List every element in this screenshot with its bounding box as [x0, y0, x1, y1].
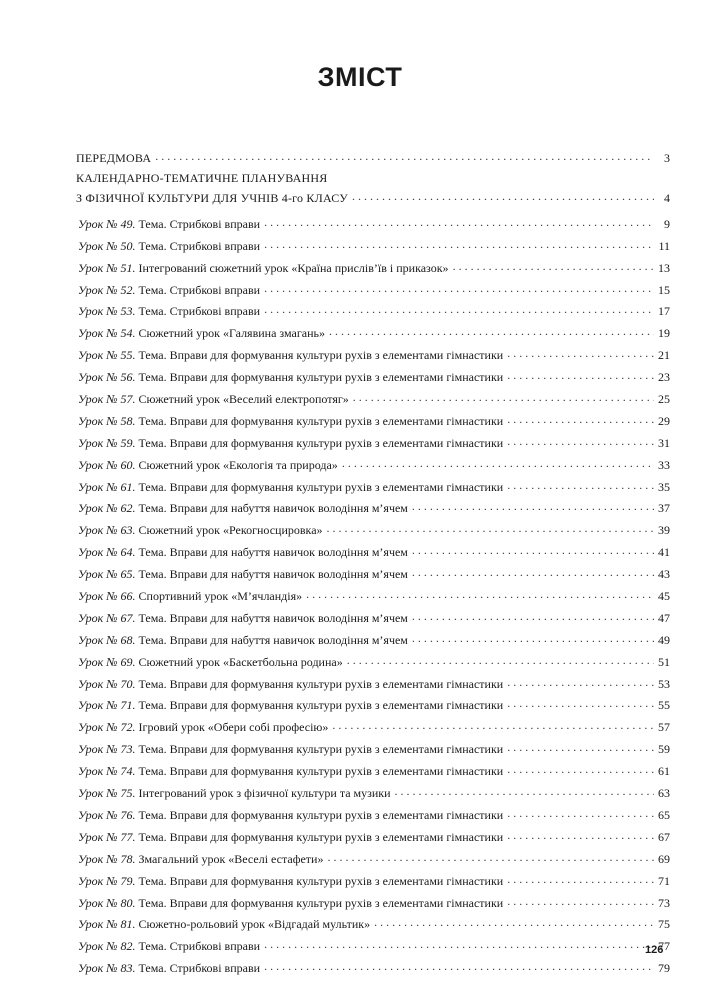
dot-leader [507, 478, 654, 493]
toc-entry-page: 4 [664, 191, 670, 205]
lesson-number: Урок № 73. [78, 742, 136, 757]
lesson-title: Сюжетний урок «Рекогносцировка» [138, 523, 323, 538]
lesson-number: Урок № 56. [78, 370, 136, 385]
lesson-title: Ігровий урок «Обери собі професію» [138, 720, 329, 735]
lesson-number: Урок № 60. [78, 457, 136, 472]
toc-entry-lesson [76, 560, 670, 582]
toc-entry-preface [76, 146, 670, 166]
toc-entry-page: 29 [658, 413, 670, 428]
toc-entry-lesson [76, 385, 670, 407]
toc-entry-page: 43 [658, 567, 670, 582]
dot-leader [327, 521, 654, 536]
lesson-number: Урок № 53. [78, 304, 136, 319]
lesson-number: Урок № 51. [78, 260, 136, 275]
toc-entry-lesson [76, 516, 670, 538]
toc-entry-lesson [76, 867, 670, 889]
toc-entry-lesson [76, 319, 670, 341]
dot-leader [412, 543, 654, 558]
lesson-number: Урок № 71. [78, 698, 136, 713]
lesson-title: Сюжетний урок «Веселий електропотяг» [138, 392, 349, 407]
dot-leader [507, 828, 654, 843]
toc-entry-lesson [76, 473, 670, 495]
toc-entry-lesson [76, 495, 670, 517]
toc-entry-page: 11 [658, 238, 670, 253]
lesson-number: Урок № 65. [78, 567, 136, 582]
lesson-number: Урок № 66. [78, 589, 136, 604]
dot-leader [507, 806, 654, 821]
toc-entry-page: 79 [658, 961, 670, 976]
toc-entry-lesson [76, 341, 670, 363]
lesson-number: Урок № 49. [78, 216, 136, 231]
toc-entry-lesson [76, 363, 670, 385]
dot-leader [507, 434, 654, 449]
lesson-number: Урок № 79. [78, 873, 136, 888]
lesson-title: Тема. Вправи для формування культури рухів з елементами гімнастики [138, 742, 504, 757]
section-title-line-2: З ФІЗИЧНОЇ КУЛЬТУРИ ДЛЯ УЧНІВ 4-го КЛАСУ [76, 191, 348, 205]
lesson-title: Тема. Вправи для формування культури рухів з елементами гімнастики [138, 413, 504, 428]
lesson-number: Урок № 70. [78, 676, 136, 691]
toc-entry-page: 65 [658, 807, 670, 822]
toc-section-planning [76, 170, 670, 206]
toc-entry-page: 57 [658, 720, 670, 735]
dot-leader [412, 499, 654, 514]
dot-leader [264, 281, 654, 296]
lesson-title: Тема. Вправи для формування культури рухів з елементами гімнастики [138, 895, 504, 910]
toc-entry-page: 23 [658, 370, 670, 385]
table-of-contents [76, 146, 670, 976]
toc-entry-lesson [76, 298, 670, 320]
toc-entry-lesson [76, 954, 670, 976]
dot-leader [264, 302, 654, 317]
lesson-title: Тема. Вправи для формування культури рухів з елементами гімнастики [138, 479, 504, 494]
toc-entry-lesson [76, 801, 670, 823]
toc-entry-lesson [76, 451, 670, 473]
lesson-number: Урок № 55. [78, 348, 136, 363]
lesson-number: Урок № 69. [78, 654, 136, 669]
dot-leader [374, 915, 654, 930]
page-title: ЗМІСТ [317, 62, 403, 92]
lesson-number: Урок № 50. [78, 238, 136, 253]
toc-entry-lesson [76, 648, 670, 670]
dot-leader [264, 237, 654, 252]
lesson-number: Урок № 59. [78, 435, 136, 450]
lesson-number: Урок № 61. [78, 479, 136, 494]
lesson-title: Тема. Вправи для формування культури рухів з елементами гімнастики [138, 676, 504, 691]
toc-entry-lesson [76, 823, 670, 845]
toc-entry-page: 31 [658, 435, 670, 450]
dot-leader [507, 894, 654, 909]
toc-entry-page: 73 [658, 895, 670, 910]
dot-leader [507, 762, 654, 777]
toc-entry-lesson [76, 254, 670, 276]
lesson-number: Урок № 63. [78, 523, 136, 538]
toc-entry-page: 55 [658, 698, 670, 713]
toc-entry-lesson [76, 757, 670, 779]
lesson-title: Сюжетний урок «Галявина змагань» [138, 326, 325, 341]
lesson-list [76, 210, 670, 976]
lesson-title: Сюжетний урок «Баскетбольна родина» [138, 654, 343, 669]
toc-entry-page: 51 [658, 654, 670, 669]
lesson-title: Тема. Вправи для набуття навичок володіння м’ячем [138, 610, 408, 625]
toc-entry-page: 47 [658, 610, 670, 625]
dot-leader [327, 850, 654, 865]
lesson-title: Тема. Вправи для формування культури рухів з елементами гімнастики [138, 829, 504, 844]
lesson-title: Інтегрований урок з фізичної культури та музики [138, 786, 391, 801]
toc-entry-page: 9 [664, 216, 670, 231]
lesson-number: Урок № 78. [78, 851, 136, 866]
lesson-number: Урок № 74. [78, 764, 136, 779]
dot-leader [306, 587, 654, 602]
toc-entry-lesson [76, 276, 670, 298]
lesson-title: Тема. Вправи для набуття навичок володіння м’ячем [138, 545, 408, 560]
toc-entry-lesson [76, 845, 670, 867]
lesson-title: Спортивний урок «М’ячландія» [138, 589, 303, 604]
lesson-title: Тема. Вправи для формування культури рухів з елементами гімнастики [138, 370, 504, 385]
lesson-title: Тема. Вправи для набуття навичок володіння м’ячем [138, 501, 408, 516]
dot-leader [507, 696, 654, 711]
toc-entry-page: 21 [658, 348, 670, 363]
toc-entry-page: 13 [658, 260, 670, 275]
toc-entry-page: 17 [658, 304, 670, 319]
toc-entry-lesson [76, 670, 670, 692]
toc-entry-lesson [76, 779, 670, 801]
toc-entry-page: 41 [658, 545, 670, 560]
toc-entry-page: 49 [658, 632, 670, 647]
toc-entry-page: 77 [658, 939, 670, 954]
lesson-number: Урок № 54. [78, 326, 136, 341]
dot-leader [395, 784, 654, 799]
lesson-title: Тема. Стрибкові вправи [138, 216, 261, 231]
dot-leader [329, 324, 654, 339]
lesson-title: Тема. Вправи для формування культури рухів з елементами гімнастики [138, 764, 504, 779]
lesson-title: Тема. Вправи для формування культури рухів з елементами гімнастики [138, 348, 504, 363]
lesson-number: Урок № 75. [78, 786, 136, 801]
dot-leader [453, 259, 654, 274]
lesson-number: Урок № 83. [78, 961, 136, 976]
toc-entry-page: 3 [664, 151, 670, 165]
dot-leader [507, 346, 654, 361]
page-number: 126 [645, 944, 664, 956]
toc-entry-page: 25 [658, 392, 670, 407]
toc-entry-lesson [76, 538, 670, 560]
toc-entry-lesson [76, 210, 670, 232]
lesson-number: Урок № 52. [78, 282, 136, 297]
dot-leader [342, 456, 654, 471]
toc-entry-lesson [76, 889, 670, 911]
toc-entry-page: 69 [658, 851, 670, 866]
toc-entry-page: 33 [658, 457, 670, 472]
toc-entry-page: 39 [658, 523, 670, 538]
toc-entry-page: 61 [658, 764, 670, 779]
lesson-number: Урок № 62. [78, 501, 136, 516]
lesson-title: Тема. Стрибкові вправи [138, 939, 261, 954]
lesson-number: Урок № 68. [78, 632, 136, 647]
toc-entry-page: 15 [658, 282, 670, 297]
toc-entry-lesson [76, 911, 670, 933]
lesson-number: Урок № 76. [78, 807, 136, 822]
lesson-title: Тема. Вправи для набуття навичок володіння м’ячем [138, 632, 408, 647]
dot-leader [507, 675, 654, 690]
lesson-title: Змагальний урок «Веселі естафети» [138, 851, 324, 866]
toc-entry-page: 71 [658, 873, 670, 888]
lesson-number: Урок № 72. [78, 720, 136, 735]
lesson-title: Тема. Вправи для формування культури рухів з елементами гімнастики [138, 435, 504, 450]
dot-leader [507, 412, 654, 427]
lesson-title: Тема. Стрибкові вправи [138, 238, 261, 253]
toc-entry-page: 75 [658, 917, 670, 932]
dot-leader [507, 872, 654, 887]
lesson-title: Тема. Вправи для формування культури рухів з елементами гімнастики [138, 807, 504, 822]
toc-entry-lesson [76, 407, 670, 429]
toc-entry-title: ПЕРЕДМОВА [76, 151, 152, 165]
dot-leader [352, 189, 654, 204]
toc-entry-lesson [76, 232, 670, 254]
lesson-number: Урок № 82. [78, 939, 136, 954]
toc-entry-page: 67 [658, 829, 670, 844]
dot-leader [353, 390, 654, 405]
lesson-title: Інтегрований сюжетний урок «Країна прислів’їв і приказок» [138, 260, 449, 275]
toc-entry-lesson [76, 626, 670, 648]
dot-leader [347, 653, 654, 668]
toc-entry-lesson [76, 692, 670, 714]
lesson-title: Сюжетний урок «Екологія та природа» [138, 457, 338, 472]
toc-entry-page: 19 [658, 326, 670, 341]
dot-leader [332, 718, 654, 733]
lesson-number: Урок № 81. [78, 917, 136, 932]
toc-entry-page: 53 [658, 676, 670, 691]
toc-entry-lesson [76, 932, 670, 954]
toc-entry-lesson [76, 735, 670, 757]
dot-leader [155, 149, 654, 164]
toc-entry-lesson [76, 429, 670, 451]
lesson-number: Урок № 80. [78, 895, 136, 910]
dot-leader [412, 565, 654, 580]
lesson-title: Тема. Вправи для формування культури рухів з елементами гімнастики [138, 873, 504, 888]
lesson-title: Сюжетно-рольовий урок «Відгадай мультик» [138, 917, 371, 932]
dot-leader [412, 609, 654, 624]
lesson-title: Тема. Стрибкові вправи [138, 282, 261, 297]
dot-leader [264, 215, 654, 230]
lesson-title: Тема. Стрибкові вправи [138, 304, 261, 319]
dot-leader [507, 368, 654, 383]
toc-entry-lesson [76, 604, 670, 626]
lesson-number: Урок № 64. [78, 545, 136, 560]
lesson-title: Тема. Вправи для формування культури рухів з елементами гімнастики [138, 698, 504, 713]
dot-leader [412, 631, 654, 646]
lesson-number: Урок № 77. [78, 829, 136, 844]
lesson-number: Урок № 57. [78, 392, 136, 407]
lesson-number: Урок № 58. [78, 413, 136, 428]
dot-leader [264, 937, 654, 952]
toc-entry-page: 35 [658, 479, 670, 494]
dot-leader [507, 740, 654, 755]
lesson-title: Тема. Стрибкові вправи [138, 961, 261, 976]
dot-leader [264, 959, 654, 974]
toc-entry-page: 37 [658, 501, 670, 516]
toc-entry-lesson [76, 582, 670, 604]
lesson-number: Урок № 67. [78, 610, 136, 625]
lesson-title: Тема. Вправи для набуття навичок володіння м’ячем [138, 567, 408, 582]
toc-entry-page: 63 [658, 786, 670, 801]
toc-entry-page: 59 [658, 742, 670, 757]
toc-entry-page: 45 [658, 589, 670, 604]
section-title-line-1: КАЛЕНДАРНО-ТЕМАТИЧНЕ ПЛАНУВАННЯ [76, 171, 328, 185]
toc-entry-lesson [76, 713, 670, 735]
